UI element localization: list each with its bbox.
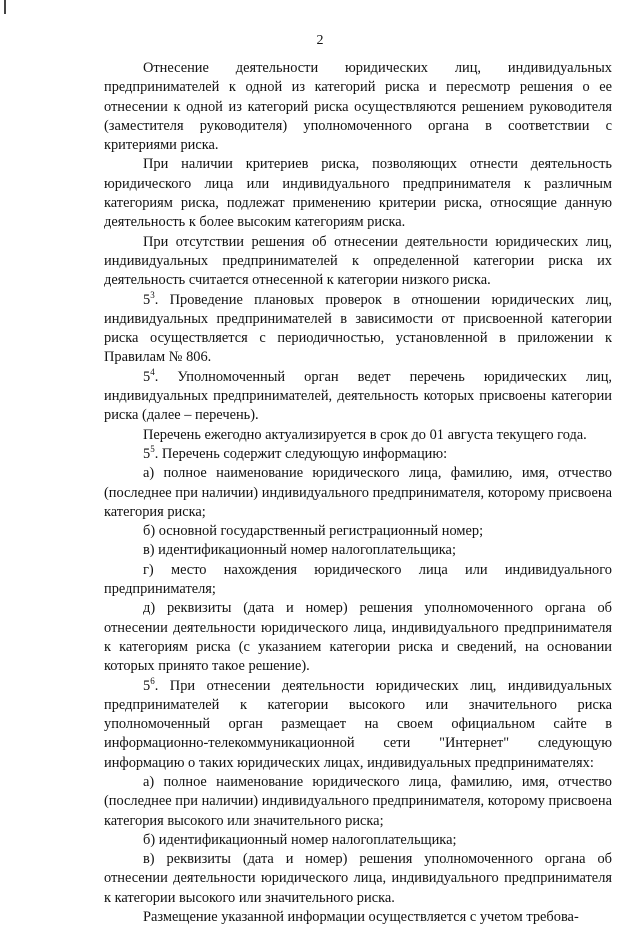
- paragraph: [104, 831, 612, 850]
- paragraph-text: Перечень ежегодно актуализируется в срок до 01 августа текущего года.: [143, 426, 587, 443]
- paragraph: [104, 291, 612, 368]
- clause-number: 5: [143, 368, 151, 385]
- paragraph-text: д) реквизиты (дата и номер) решения уполномоченного органа об отнесении деятельности юридического лица, индивидуального предпринимателя к категориям риска (с указанием категории риска и сведений, на основании которых принято такое решение).: [104, 600, 612, 675]
- paragraph-text: б) идентификационный номер налогоплательщика;: [143, 831, 457, 848]
- paragraph-text: . Перечень содержит следующую информацию:: [154, 445, 448, 462]
- paragraph: [104, 677, 612, 773]
- paragraph-text: б) основной государственный регистрационный номер;: [143, 523, 484, 540]
- paragraph: [104, 368, 612, 426]
- paragraph: [104, 561, 612, 600]
- paragraph-text: а) полное наименование юридического лица, фамилию, имя, отчество (последнее при наличии) индивидуального предпринимателя, которому присвоена категория высокого или значительного риска;: [104, 773, 612, 829]
- clause-superscript: 4: [150, 366, 155, 377]
- paragraph: [104, 850, 612, 908]
- paragraph: [104, 464, 612, 522]
- paragraph: [104, 599, 612, 676]
- paragraph: [104, 233, 612, 291]
- scan-edge-mark: [4, 0, 6, 14]
- paragraph-text: в) идентификационный номер налогоплательщика;: [143, 542, 456, 559]
- paragraph-text: г) место нахождения юридического лица или индивидуального предпринимателя;: [104, 561, 612, 598]
- paragraph: [104, 155, 612, 232]
- page-number: 2: [316, 33, 324, 48]
- clause-number: 5: [143, 445, 151, 462]
- paragraph: [104, 908, 612, 927]
- paragraph-text: При отсутствии решения об отнесении деятельности юридических лиц, индивидуальных предпринимателей к определенной категории риска их деятельность считается отнесенной к категории низкого риска.: [104, 233, 612, 289]
- paragraph-text: . Уполномоченный орган ведет перечень юридических лиц, индивидуальных предпринимателей, деятельность которых присвоены категории риска (далее – перечень).: [104, 368, 612, 424]
- paragraph-text: При наличии критериев риска, позволяющих отнести деятельность юридического лица или индивидуального предпринимателя к различным категориям риска, подлежат применению критерии риска, относящие данную деятельность к более высоким категориям риска.: [104, 156, 612, 231]
- paragraph: [104, 445, 612, 464]
- clause-number: 5: [143, 677, 151, 694]
- paragraph: [104, 59, 612, 155]
- paragraph-text: Отнесение деятельности юридических лиц, индивидуальных предпринимателей к одной из категорий риска и пересмотр решения о ее отнесении к одной из категорий риска осуществляются решением руководителя (заместителя руководителя) уполномоченного органа в соответствии с критериями риска.: [104, 60, 612, 154]
- clause-superscript: 5: [150, 444, 155, 455]
- paragraph-text: а) полное наименование юридического лица, фамилию, имя, отчество (последнее при наличии) индивидуального предпринимателя, которому присвоена категория риска;: [104, 465, 612, 520]
- paragraph-text: Размещение указанной информации осуществляется с учетом требова-: [143, 909, 579, 926]
- paragraph: [104, 522, 612, 541]
- document-body: [104, 59, 612, 927]
- paragraph: [104, 773, 612, 831]
- clause-superscript: 3: [150, 289, 155, 300]
- paragraph: [104, 426, 612, 445]
- paragraph-text: . Проведение плановых проверок в отношении юридических лиц, индивидуальных предпринимателей в зависимости от присвоенной категории риска осуществляется с периодичностью, установленной в приложении к Правилам № 806.: [104, 291, 612, 366]
- paragraph-text: в) реквизиты (дата и номер) решения уполномоченного органа об отнесении деятельности юридического лица, индивидуального предпринимателя к категории высокого или значительного риска.: [104, 851, 612, 906]
- paragraph: [104, 541, 612, 560]
- clause-superscript: 6: [150, 675, 155, 686]
- paragraph-text: . При отнесении деятельности юридических лиц, индивидуальных предпринимателей к категории высокого или значительного риска уполномоченный орган размещает на своем официальном сайте в информационно-телекоммуникационной сети "Интернет" следующую информацию о таких юридических лицах, индивидуальных предпринимателях:: [104, 677, 612, 771]
- clause-number: 5: [143, 291, 151, 308]
